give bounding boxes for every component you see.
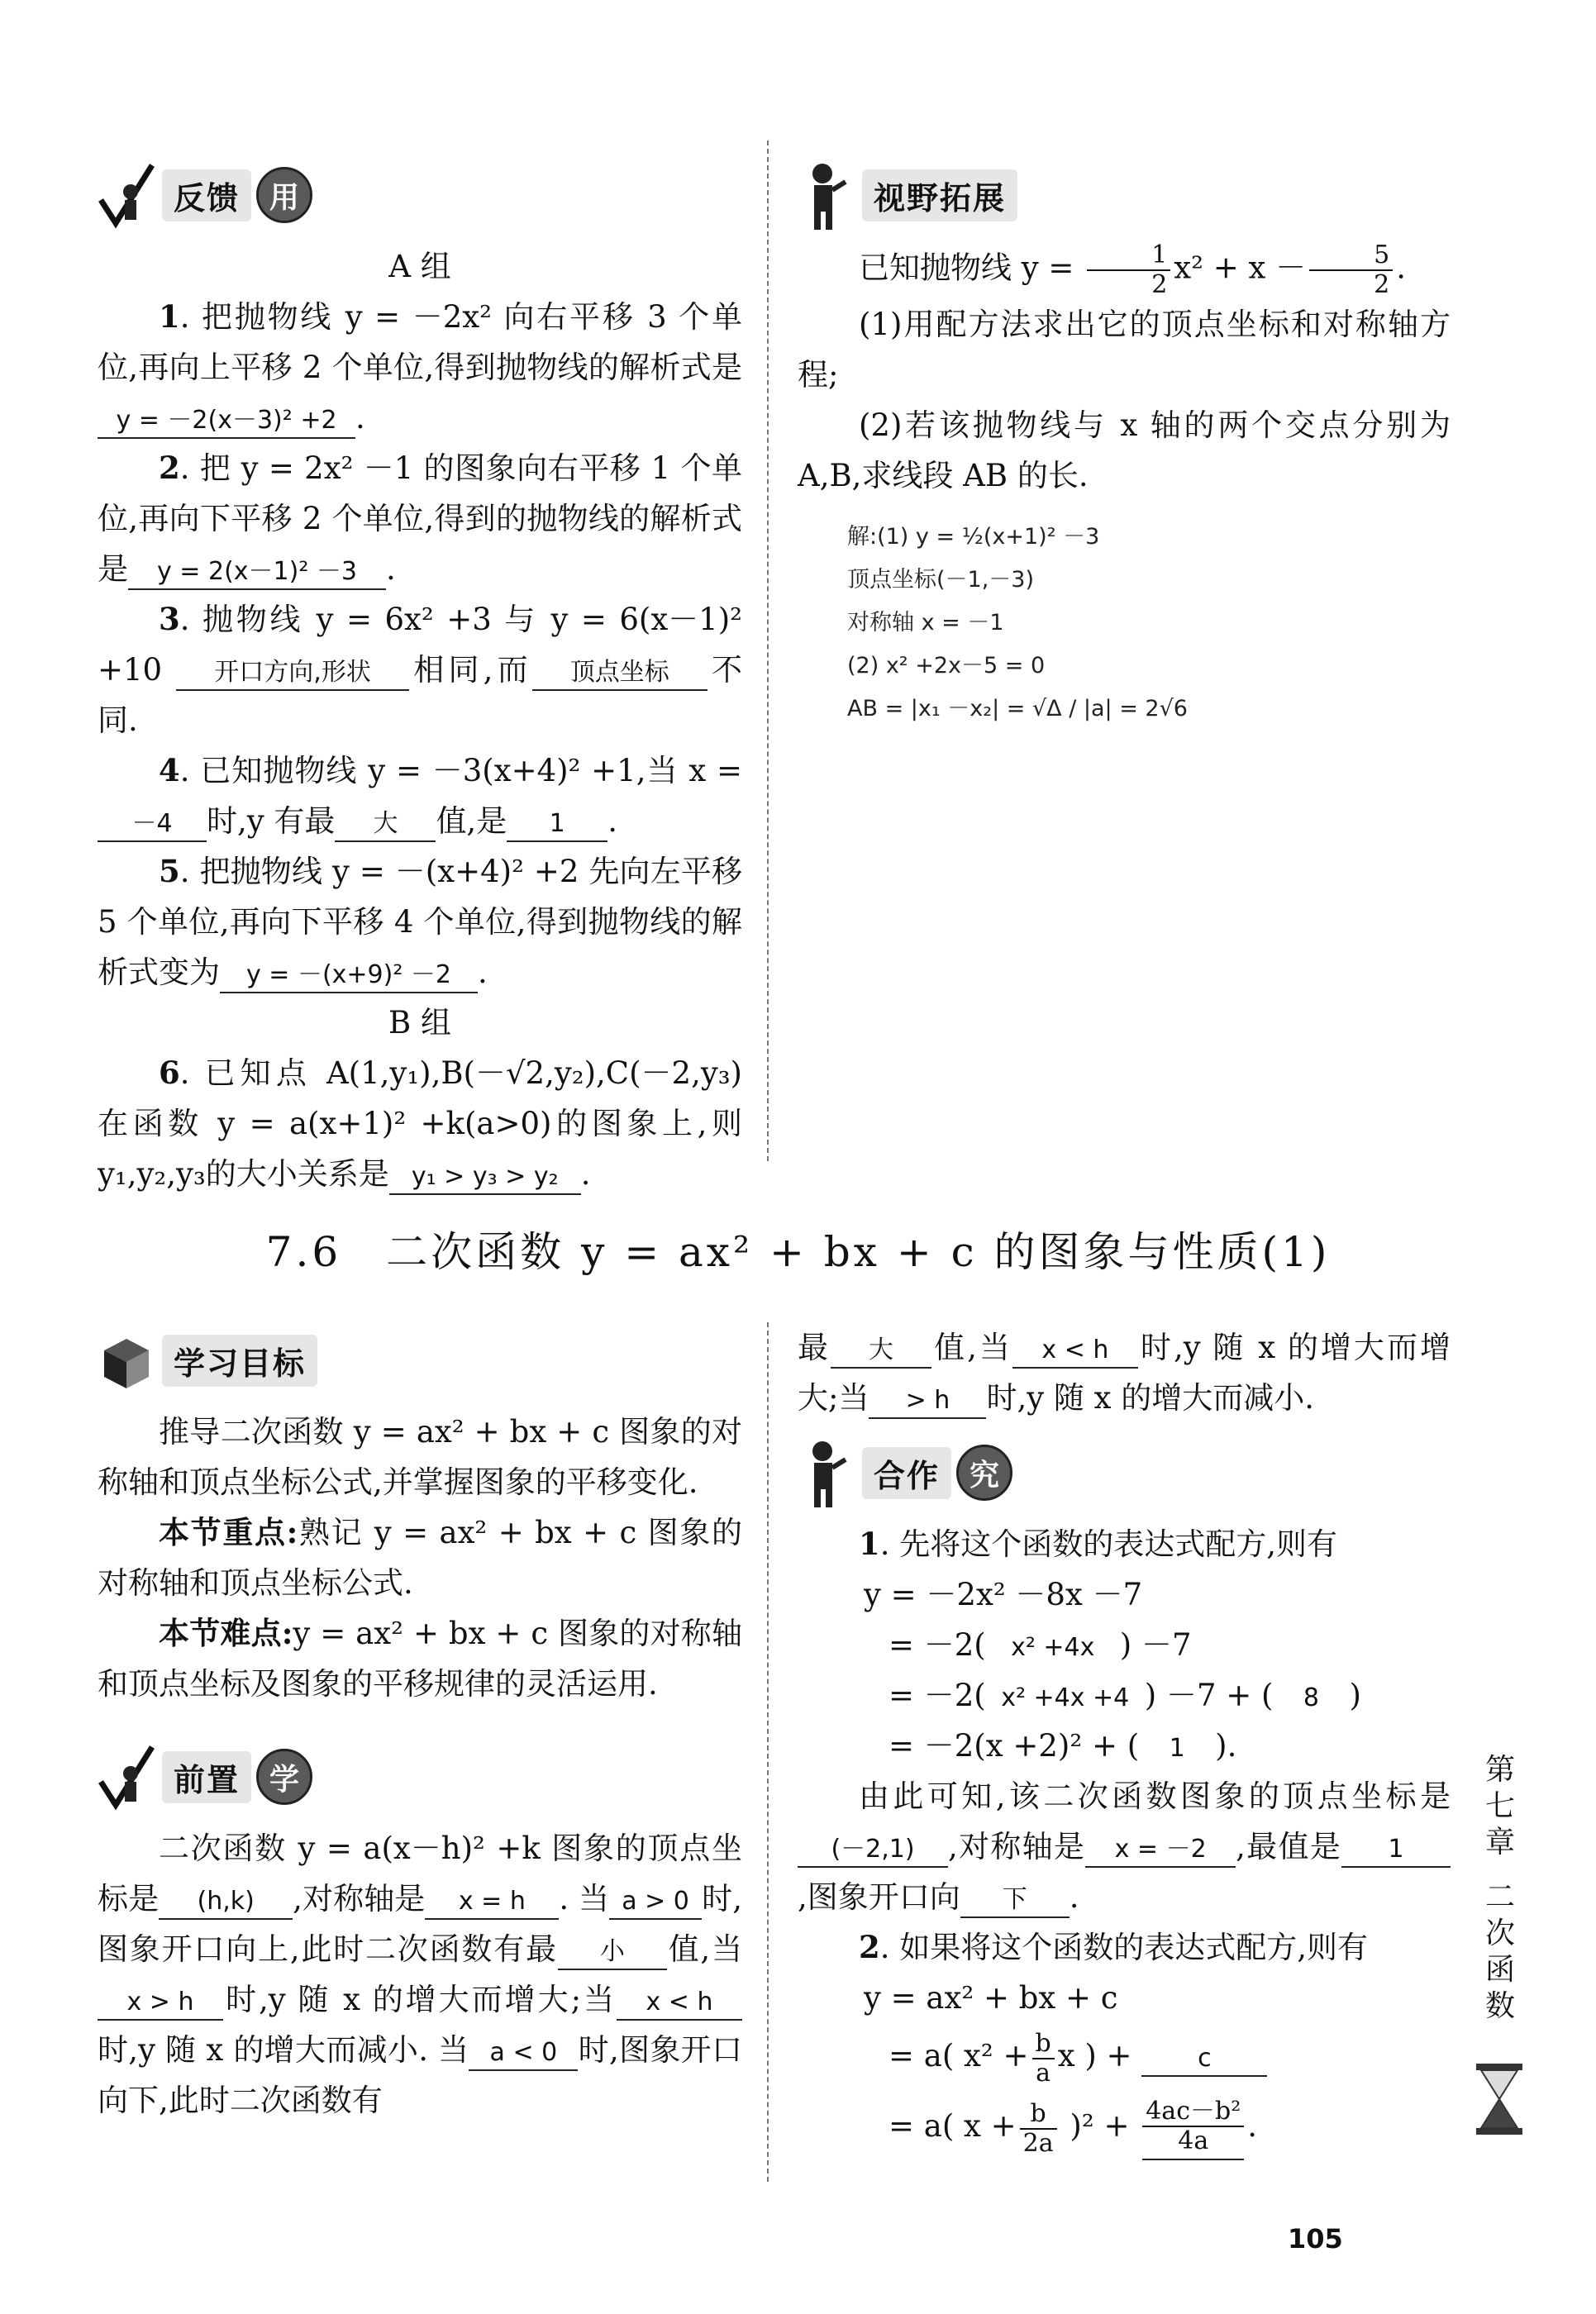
q2-number: 2: [159, 450, 180, 486]
preview-answer-vertex: (h,k): [159, 1885, 293, 1920]
vision-section: [798, 157, 1451, 731]
l3-answer-2: 8: [1303, 1683, 1319, 1712]
q6-answer: y₁ > y₃ > y₂: [389, 1160, 581, 1195]
goals-key: [98, 1507, 742, 1608]
cont-answer-increasing: x < h: [1012, 1334, 1138, 1369]
l3-pre: = －2(: [889, 1678, 986, 1713]
q4-text: . 已知抛物线 y = －3(x+4)² +1,当 x =: [179, 753, 742, 788]
fraction-num: 5: [1309, 241, 1393, 271]
s1-answer-axis: x = －2: [1085, 1833, 1236, 1868]
goals-section: [98, 1322, 742, 2126]
coop-line-1: y = －2x² －8x －7: [864, 1577, 1143, 1612]
q6-end: .: [580, 1156, 591, 1192]
s1-answer-extreme: 1: [1341, 1833, 1451, 1868]
q3-answer-2: 顶点坐标: [532, 656, 707, 691]
preview-answer-a-pos: a > 0: [609, 1885, 702, 1920]
feedback-q2: [98, 443, 742, 594]
goals-difficulty-text: y = ax² + bx + c 图象的对称轴和顶点坐标及图象的平移规律的灵活运用.: [98, 1616, 742, 1702]
vision-intro-end: .: [1396, 250, 1407, 286]
q2-answer: y = 2(x－1)² －3: [128, 555, 386, 590]
solution-line-4: (2) x² +2x－5 = 0: [847, 653, 1046, 678]
page-number: 105: [1288, 2223, 1343, 2254]
fraction-b-over-a: [1032, 2030, 1055, 2088]
vision-intro-text: 已知抛物线 y =: [859, 250, 1084, 286]
preview-badge-label: 前置: [162, 1751, 251, 1803]
q3-answer-1: 开口方向,形状: [176, 656, 409, 691]
coop-m2: [798, 2023, 1451, 2089]
feedback-q1: [98, 292, 742, 443]
s1-t4: ,图象开口向: [798, 1879, 960, 1915]
fraction-den: 2: [1374, 270, 1390, 299]
side-char: 次: [1484, 1916, 1515, 1950]
goals-difficulty-label: 本节难点:: [159, 1615, 293, 1651]
q4-answer-2: 大: [335, 807, 436, 842]
vision-intro: [798, 241, 1451, 299]
cont-t4: 时,y 随 x 的增大而减小.: [986, 1380, 1315, 1416]
side-char: 数: [1484, 1989, 1515, 2023]
preview-t6: 时,y 随 x 的增大而增大;当: [223, 1982, 617, 2017]
s1-text: 由此可知,该二次函数图象的顶点坐标是: [859, 1778, 1451, 1814]
chapter-side-label: [1484, 1752, 1517, 2025]
preview-t7: 时,y 随 x 的增大而减小. 当: [98, 2032, 469, 2068]
cont-answer-max: 大: [831, 1334, 931, 1369]
preview-continued: [798, 1322, 1451, 1423]
side-char: 七: [1484, 1789, 1515, 1823]
preview-answer-min: 小: [558, 1935, 667, 1970]
feedback-q3: [98, 594, 742, 745]
preview-badge-circle: 学: [256, 1749, 312, 1805]
s1-t3: ,最值是: [1236, 1829, 1341, 1864]
goals-key-text: 熟记 y = ax² + bx + c 图象的对称轴和顶点坐标公式.: [98, 1515, 742, 1601]
l3-mid: ) －7 + (: [1144, 1678, 1274, 1713]
q6-number: 6: [159, 1055, 180, 1091]
q5-answer: y = －(x+9)² －2: [220, 959, 478, 993]
coop-q1: [798, 1519, 1451, 1569]
feedback-badge: [98, 157, 742, 233]
m3-post: )² +: [1070, 2108, 1130, 2144]
solution-line-2: 顶点坐标(－1,－3): [847, 567, 1035, 593]
q4-answer-3: 1: [507, 807, 607, 842]
fraction-den: 4a: [1178, 2126, 1209, 2155]
cont-t1: 最: [798, 1330, 831, 1365]
coop-q2: [798, 1922, 1451, 1973]
l3-post: ): [1349, 1678, 1361, 1713]
goals-difficulty: [98, 1608, 742, 1709]
m2-pre: = a(: [889, 2038, 955, 2074]
vision-part-1: (1)用配方法求出它的顶点坐标和对称轴方程;: [798, 307, 1451, 393]
coop-q2-number: 2: [859, 1929, 880, 1965]
fraction-den: 2a: [1022, 2128, 1054, 2158]
feedback-q4: [98, 745, 742, 846]
fraction-den: 2: [1151, 270, 1168, 299]
coop-line-4: [798, 1721, 1451, 1771]
q2-end: .: [386, 551, 396, 587]
m2-answer-a: x² +: [964, 2038, 1029, 2074]
vision-solution: [798, 516, 1451, 731]
preview-answer-decreasing: x < h: [617, 1986, 742, 2021]
l3-answer: x² +4x +4: [1001, 1683, 1130, 1712]
preview-text: [98, 1823, 742, 2126]
q1-number: 1: [159, 298, 180, 335]
q3-number: 3: [159, 601, 180, 637]
coop-line-2: [798, 1620, 1451, 1670]
m2-answer-c: c: [1141, 2042, 1267, 2077]
cont-t2: 值,当: [931, 1330, 1012, 1365]
coop-badge-circle: 究: [956, 1445, 1012, 1501]
solution-line-1: 解:(1) y = ½(x+1)² －3: [847, 524, 1100, 550]
goals-badge-label: 学习目标: [162, 1335, 317, 1387]
q3-text: . 抛物线 y = 6x² +3 与 y = 6(x－1)² +10: [98, 602, 742, 688]
preview-answer-increasing: x > h: [98, 1986, 223, 2021]
q3-end: 不同.: [98, 652, 743, 738]
feedback-q5: [98, 846, 742, 997]
solution-line-3: 对称轴 x = －1: [847, 610, 1004, 636]
preview-t4: 时,图象开口向上,此时二次函数有最: [98, 1881, 742, 1967]
fraction-one-half: [1087, 241, 1170, 299]
preview-t3: . 当: [559, 1881, 610, 1916]
s1-t5: .: [1069, 1879, 1079, 1915]
q5-text: . 把抛物线 y = －(x+4)² +2 先向左平移 5 个单位,再向下平移 4 个单位,得到抛物线的解析式变为: [98, 854, 742, 990]
side-char: 章: [1484, 1826, 1515, 1859]
thinking-figure-icon: [798, 1436, 855, 1509]
m2-answer-b: x: [1057, 2038, 1075, 2074]
fraction-num: 1: [1087, 241, 1170, 271]
coop-line-3: [798, 1670, 1451, 1721]
fraction-five-halves: [1309, 241, 1393, 299]
coop-q1-text: . 先将这个函数的表达式配方,则有: [879, 1526, 1338, 1562]
feedback-section: [98, 157, 742, 1199]
q6-text: . 已知点 A(1,y₁),B(－√2,y₂),C(－2,y₃)在函数 y = a(x+1)² +k(a>0)的图象上,则 y₁,y₂,y₃的大小关系是: [98, 1055, 742, 1192]
fraction-discriminant: [1142, 2097, 1244, 2160]
l4-mid: )² + (: [1057, 1728, 1140, 1764]
preview-t8: 时,图象开口向下,此时二次函数有: [98, 2032, 742, 2118]
coop-badge: [798, 1435, 1451, 1511]
side-char: 第: [1484, 1753, 1515, 1787]
m3-end: .: [1247, 2108, 1257, 2144]
l4-pre: = －2(x +2: [889, 1728, 1058, 1764]
coop-badge-label: 合作: [862, 1447, 951, 1499]
s1-answer-direction: 下: [960, 1883, 1070, 1918]
vision-badge-label: 视野拓展: [862, 169, 1017, 221]
feedback-badge-circle: 用: [256, 167, 312, 223]
coop-section: [798, 1322, 1451, 2164]
q1-answer: y = －2(x－3)² +2: [98, 404, 355, 439]
cont-t3: 时,y 随 x 的增大而增大;当: [798, 1330, 1451, 1416]
group-b-heading: B 组: [388, 1005, 451, 1040]
checkmark-figure-icon: [98, 159, 155, 231]
fraction-num: b: [1020, 2100, 1057, 2130]
m3-pre: = a(: [889, 2108, 955, 2144]
preview-t2: ,对称轴是: [293, 1881, 426, 1916]
coop-q2-text: . 如果将这个函数的表达式配方,则有: [879, 1930, 1369, 1965]
preview-answer-a-neg: a < 0: [469, 2036, 578, 2071]
coop-summary: [798, 1771, 1451, 1922]
q2-text: . 把 y = 2x² －1 的图象向右平移 1 个单位,再向下平移 2 个单位,得到的抛物线的解析式是: [98, 450, 742, 587]
l2-answer: x² +4x: [1011, 1633, 1095, 1662]
checkmark-figure-icon: [98, 1740, 155, 1813]
q1-end: .: [355, 400, 365, 436]
q5-number: 5: [159, 853, 180, 889]
coop-q1-number: 1: [859, 1526, 880, 1562]
vision-part-2: (2)若该抛物线与 x 轴的两个交点分别为 A,B,求线段 AB 的长.: [798, 407, 1451, 493]
fraction-num: b: [1032, 2030, 1055, 2059]
thinking-figure-icon: [798, 159, 855, 231]
q4-answer-1: －4: [98, 807, 207, 842]
preview-answer-axis: x = h: [425, 1885, 559, 1920]
q1-text: . 把抛物线 y = －2x² 向右平移 3 个单位,再向上平移 2 个单位,得到抛物线的解析式是: [98, 299, 742, 385]
cube-icon: [98, 1324, 155, 1397]
solution-line-5: AB = |x₁ －x₂| = √Δ / |a| = 2√6: [847, 696, 1188, 721]
m2-post: ) +: [1084, 2038, 1132, 2074]
fraction-den: a: [1036, 2058, 1051, 2088]
side-char: 二: [1484, 1880, 1515, 1914]
s1-t2: ,对称轴是: [948, 1829, 1086, 1864]
column-divider-top: [767, 140, 769, 1161]
goals-key-label: 本节重点:: [159, 1514, 298, 1550]
group-a-heading: A 组: [388, 249, 451, 284]
coop-m3: [798, 2089, 1451, 2164]
side-char: 函: [1484, 1953, 1515, 1987]
coop-m1: y = ax² + bx + c: [864, 1980, 1118, 2016]
q4-end: .: [607, 803, 617, 839]
l4-answer: 1: [1169, 1734, 1185, 1763]
q4-number: 4: [159, 752, 180, 788]
q4-mid-2: 值,是: [436, 803, 507, 839]
hourglass-icon: [1473, 2062, 1526, 2136]
preview-t5: 值,当: [666, 1931, 743, 1967]
l2-pre: = －2(: [889, 1627, 986, 1663]
column-divider-bottom: [767, 1322, 769, 2182]
cont-answer-decreasing: > h: [869, 1384, 986, 1419]
goals-badge: [98, 1322, 742, 1398]
fraction-num: 4ac－b²: [1142, 2097, 1244, 2127]
feedback-badge-label: 反馈: [162, 169, 251, 221]
q5-end: .: [478, 955, 488, 990]
goals-text: 推导二次函数 y = ax² + bx + c 图象的对称轴和顶点坐标公式,并掌握图象的平移变化.: [98, 1414, 742, 1500]
l2-post: ) －7: [1119, 1627, 1192, 1663]
q4-mid-1: 时,y 有最: [207, 803, 336, 839]
fraction-b-over-2a: [1020, 2100, 1057, 2158]
preview-t1: 二次函数 y = a(x－h)² +k 图象的顶点坐标是: [98, 1831, 742, 1916]
feedback-q6: [98, 1048, 742, 1199]
vision-badge: [798, 157, 1451, 233]
vision-intro-mid: x² + x －: [1174, 250, 1307, 286]
m3-answer-a: x +: [964, 2108, 1017, 2144]
s1-answer-vertex: (－2,1): [798, 1833, 948, 1868]
preview-badge: [98, 1739, 742, 1815]
section-title: 7.6 二次函数 y = ax² + bx + c 的图象与性质(1): [265, 1228, 1331, 1276]
l4-post: ).: [1215, 1728, 1237, 1764]
q3-mid: 相同,而: [409, 652, 532, 688]
